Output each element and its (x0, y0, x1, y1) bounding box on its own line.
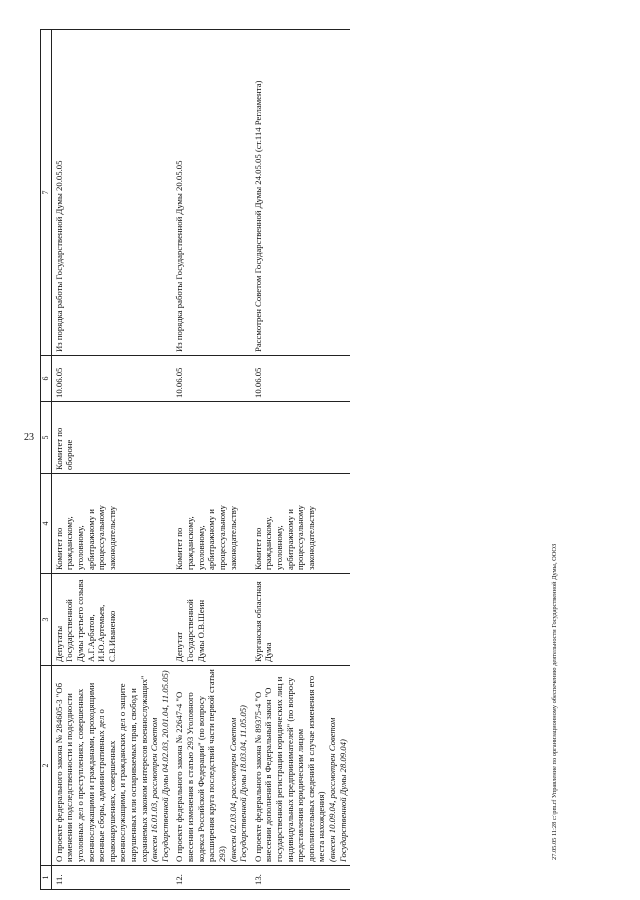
bill-title: О проекте федерального закона № 89375-4 "О внесении дополнений в Федеральный закон "О государственной регистрации юридических лиц и индивидуальных предпринимателей" (по вопросу представления юридическим лицом дополнительных сведений в случае изменения его места нахождения) (252, 675, 327, 862)
col-header-3: 3 (41, 574, 52, 666)
footer-text: 27.05.05 11:28 c:\pm.rf Управление по организационному обеспечению деятельности Государственной Думы, ОООЗ (551, 543, 558, 860)
co-committee-cell: Комитет по обороне (51, 402, 172, 474)
bill-title: О проекте федерального закона № 284605-3 "Об изменении подследственности и подсудности уголовных дел о преступлениях, совершенных военнослужащими и гражданами, проходящими военные сборы, административных дел о правонарушениях, совершенных военнослужащими, и гражданских дел о защите нарушенных или оспариваемых прав, свобод и охраняемых законом интересов военнослужащих" (53, 675, 149, 862)
authors-cell: Депутат Государственной Думы О.В.Шеин (172, 574, 250, 666)
date-cell: 10.06.05 (251, 356, 350, 402)
bill-cell (51, 666, 172, 866)
date-cell: 10.06.05 (51, 356, 172, 402)
status-cell: Рассмотрен Советом Государственной Думы 24.05.05 (ст.114 Регламента) (251, 30, 350, 356)
co-committee-cell (172, 402, 250, 474)
bill-cell (172, 666, 250, 866)
status-cell: Из порядка работы Государственной Думы 20.05.05 (172, 30, 250, 356)
table-row (51, 30, 172, 890)
col-header-4: 4 (41, 474, 52, 574)
date-cell: 10.06.05 (172, 356, 250, 402)
row-number: 12. (172, 866, 250, 890)
status-cell: Из порядка работы Государственной Думы 20.05.05 (51, 30, 172, 356)
table-row (172, 30, 250, 890)
row-number: 13. (251, 866, 350, 890)
header-row (41, 30, 52, 890)
row-number: 11. (51, 866, 172, 890)
authors-cell: Депутаты Государственной Думы третьего созыва А.Г.Арбатов, И.Ю.Артемьев, С.В.Иваненко (51, 574, 172, 666)
col-header-2: 2 (41, 666, 52, 866)
authors-cell: Курганская областная Дума (251, 574, 350, 666)
col-header-5: 5 (41, 402, 52, 474)
page-number: 23 (24, 432, 34, 443)
bills-table-rotated (40, 30, 600, 890)
bill-note: (внесен 10.09.04, рассмотрен Советом Государственной Думы 28.09.04) (326, 717, 348, 862)
committee-cell: Комитет по гражданскому, уголовному, арбитражному и процессуальному законодательству (51, 474, 172, 574)
co-committee-cell (251, 402, 350, 474)
bills-table (40, 29, 350, 890)
committee-cell: Комитет по гражданскому, уголовному, арбитражному и процессуальному законодательству (172, 474, 250, 574)
committee-cell: Комитет по гражданскому, уголовному, арбитражному и процессуальному законодательству (251, 474, 350, 574)
bill-note: (внесен 16.01.03, рассмотрен Советом Государственной Думы 04.02.03, 20.01.04, 11.05.05) (149, 670, 170, 862)
bill-note: (внесен 02.03.04, рассмотрен Советом Государственной Думы 18.03.04, 11.05.05) (227, 705, 249, 862)
bill-title: О проекте федерального закона № 22647-4 "О внесении изменения в статью 293 Уголовного кодекса Российской Федерации" (по вопросу расширения круга последствий части первой статьи 293) (174, 669, 227, 862)
col-header-7: 7 (41, 30, 52, 356)
bill-cell (251, 666, 350, 866)
table-row (251, 30, 350, 890)
col-header-6: 6 (41, 356, 52, 402)
col-header-1: 1 (41, 866, 52, 890)
